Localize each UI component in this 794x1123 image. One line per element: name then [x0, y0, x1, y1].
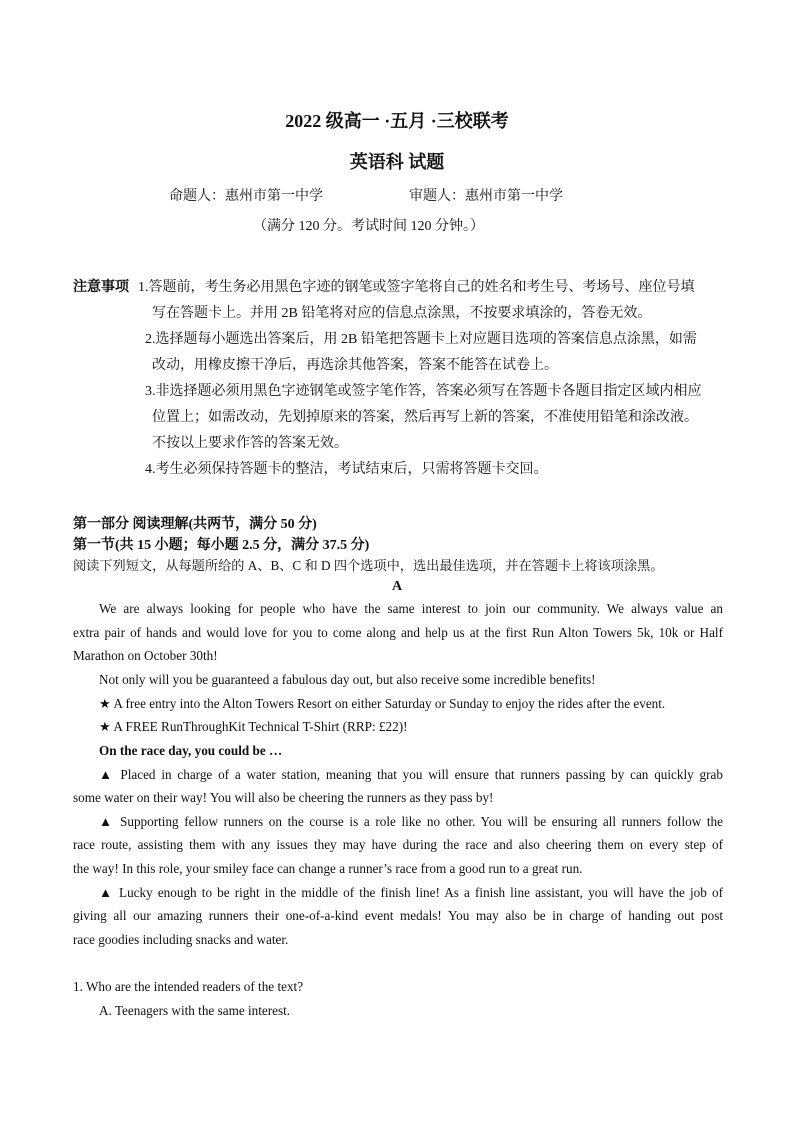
score-and-time: （满分 120 分。考试时间 120 分钟。） [253, 219, 484, 234]
passage-line: Not only will you be guaranteed a fabulous day out, but also receive some incredible benefits! [99, 672, 596, 687]
notice-item: 位置上；如需改动，先划掉原来的答案，然后再写上新的答案，不准使用铅笔和涂改液。 [152, 410, 698, 425]
notice-item: 写在答题卡上。并用 2B 铅笔将对应的信息点涂黑，不按要求填涂的，答卷无效。 [152, 306, 652, 321]
role-paragraph: the way! In this role, your smiley face can change a runner’s race from a good run to a great run. [73, 861, 583, 876]
part-heading: 第一部分 阅读理解(共两节，满分 50 分) [73, 517, 317, 532]
question-setter: 命题人：惠州市第一中学 [169, 189, 323, 204]
race-day-heading: On the race day, you could be … [99, 743, 283, 758]
role-paragraph: race goodies including snacks and water. [73, 932, 289, 947]
question-reviewer: 审题人：惠州市第一中学 [409, 189, 563, 204]
answer-option-a: A. Teenagers with the same interest. [99, 1003, 291, 1018]
section-instruction: 阅读下列短文，从每题所给的 A、B、C 和 D 四个选项中，选出最佳选项，并在答题卡上将该项涂黑。 [73, 558, 664, 573]
section-heading: 第一节(共 15 小题；每小题 2.5 分，满分 37.5 分) [73, 538, 370, 553]
passage-line: We are always looking for people who have the same interest to join our community. We always value an [99, 601, 723, 616]
role-paragraph: giving all our amazing runners their one-of-a-kind event medals! You may also be in charge of handing out post [73, 908, 723, 923]
notice-item: 4.考生必须保持答题卡的整洁，考试结束后，只需将答题卡交回。 [145, 462, 548, 477]
role-paragraph: some water on their way! You will also be cheering the runners as they pass by! [73, 790, 494, 805]
passage-line: extra pair of hands and would love for you to come along and help us at the first Run Alton Towers 5k, 10k or Half [73, 625, 723, 640]
notice-item: 1.答题前，考生务必用黑色字迹的钢笔或签字笔将自己的姓名和考生号、考场号、座位号填 [138, 280, 695, 295]
notice-item: 改动，用橡皮擦干净后，再选涂其他答案，答案不能答在试卷上。 [152, 358, 558, 373]
benefit-item: ★ A FREE RunThroughKit Technical T-Shirt (RRP: £22)! [99, 719, 408, 734]
notice-label: 注意事项 [73, 280, 129, 295]
notice-item: 不按以上要求作答的答案无效。 [152, 436, 348, 451]
role-paragraph: race route, assisting them with any issues they may have during the race and also cheering them on every step of [73, 837, 723, 852]
notice-item: 2.选择题每小题选出答案后，用 2B 铅笔把答题卡上对应题目选项的答案信息点涂黑，如需 [145, 332, 697, 347]
role-paragraph: ▲ Supporting fellow runners on the course is a role like no other. You will be ensuring all runners follow the [99, 814, 723, 829]
question-stem: 1. Who are the intended readers of the text? [73, 979, 304, 994]
notice-item: 3.非选择题必须用黑色字迹钢笔或签字笔作答，答案必须写在答题卡各题目指定区域内相应 [145, 384, 702, 399]
passage-letter: A [391, 579, 403, 594]
role-paragraph: ▲ Placed in charge of a water station, meaning that you will ensure that runners passing by can quickly grab [99, 767, 723, 782]
benefit-item: ★ A free entry into the Alton Towers Resort on either Saturday or Sunday to enjoy the rides after the event. [99, 696, 666, 711]
passage-line: Marathon on October 30th! [73, 648, 218, 663]
role-paragraph: ▲ Lucky enough to be right in the middle of the finish line! As a finish line assistant, you will have the job of [99, 885, 723, 900]
exam-title: 2022 级高一 ·五月 ·三校联考 [285, 111, 509, 131]
exam-subject: 英语科 试题 [349, 152, 445, 172]
